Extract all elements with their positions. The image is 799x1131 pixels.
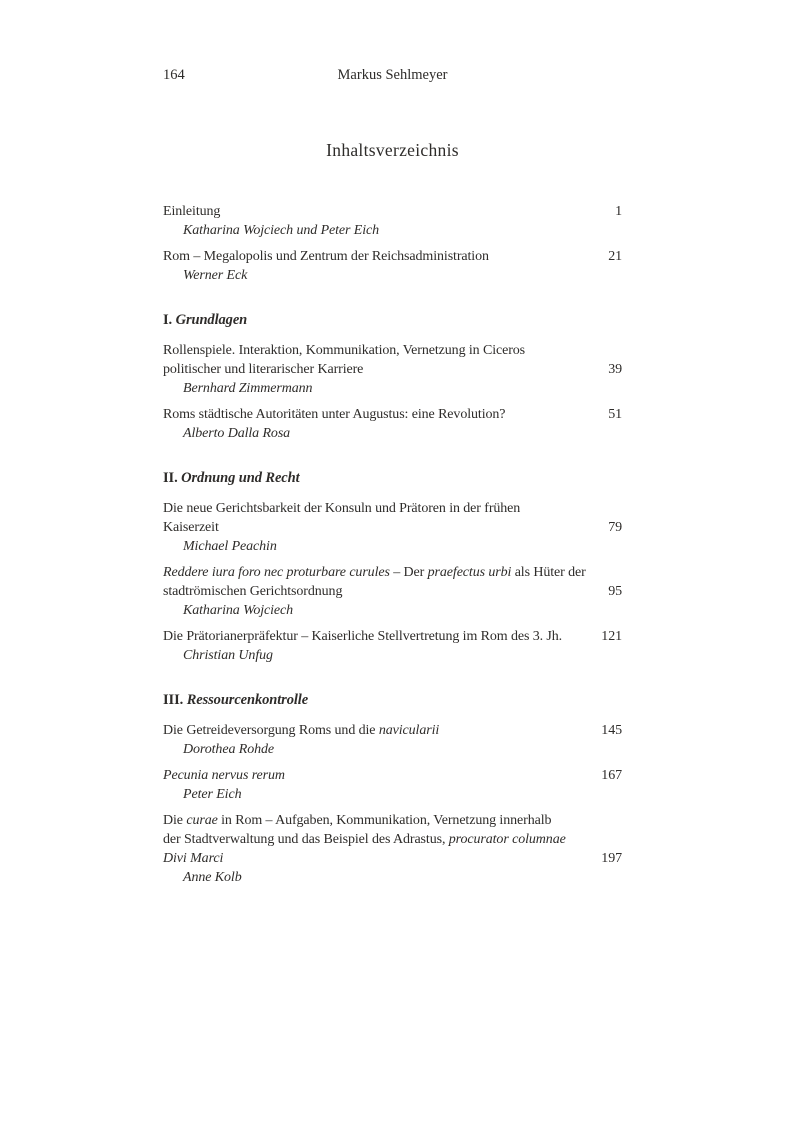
entry-authors: Christian Unfug — [183, 648, 273, 663]
toc-entry — [163, 247, 622, 285]
entry-authors: Peter Eich — [183, 787, 242, 802]
toc-entry — [163, 202, 622, 240]
running-header: Markus Sehlmeyer — [337, 67, 448, 83]
entry-title-text: Pecunia nervus rerum — [163, 768, 285, 783]
entry-title-line — [163, 849, 622, 868]
entry-title-text: Die Prätorianerpräfektur – Kaiserliche Stellvertretung im Rom des 3. Jh. — [163, 629, 563, 644]
entry-page-number: 197 — [601, 851, 622, 866]
entry-page-number: 145 — [601, 723, 622, 738]
toc-group — [163, 691, 622, 887]
entry-title-text: Rollenspiele. Interaktion, Kommunikation, Vernetzung in Ciceros — [163, 343, 526, 358]
entry-authors: Michael Peachin — [183, 539, 277, 554]
page-header — [163, 66, 622, 84]
toc-group — [163, 469, 622, 665]
entry-title-line — [163, 499, 622, 518]
page-content — [163, 0, 622, 894]
entry-title-line — [163, 721, 622, 740]
section-number: I. — [163, 312, 176, 328]
toc-entry — [163, 811, 622, 887]
toc-entry — [163, 405, 622, 443]
entry-title-text: Die neue Gerichtsbarkeit der Konsuln und Prätoren in der frühen — [163, 501, 521, 516]
entry-authors: Werner Eck — [183, 268, 248, 283]
entry-title-text: der Stadtverwaltung und das Beispiel des Adrastus, procurator columnae — [163, 832, 566, 847]
entry-page-number: 21 — [608, 249, 622, 264]
entry-authors: Alberto Dalla Rosa — [183, 426, 291, 441]
toc-group — [163, 311, 622, 443]
section-number: III. — [163, 692, 187, 708]
folio-number: 164 — [163, 67, 185, 83]
entry-page-number: 39 — [608, 362, 622, 377]
toc-entry — [163, 627, 622, 665]
toc-group — [163, 202, 622, 285]
entry-title-line — [163, 341, 622, 360]
entry-title-text: stadtrömischen Gerichtsordnung — [163, 584, 343, 599]
entry-page-number: 121 — [601, 629, 622, 644]
entry-title-text: Divi Marci — [163, 851, 224, 866]
section-heading — [163, 691, 622, 710]
entry-title-line — [163, 360, 622, 379]
toc-entry — [163, 766, 622, 804]
entry-title-line — [163, 247, 622, 266]
entry-page-number: 95 — [608, 584, 622, 599]
entry-page-number: 51 — [608, 407, 622, 422]
section-title: Grundlagen — [175, 312, 248, 328]
entry-title-text: Einleitung — [163, 204, 221, 219]
toc-entry — [163, 341, 622, 398]
section-title: Ordnung und Recht — [181, 470, 300, 486]
section-title: Ressourcenkontrolle — [186, 692, 309, 708]
toc-entry — [163, 499, 622, 556]
section-heading — [163, 469, 622, 488]
toc-entry — [163, 721, 622, 759]
entry-authors: Anne Kolb — [183, 870, 242, 885]
entry-authors: Dorothea Rohde — [183, 742, 275, 757]
entry-title-line — [163, 202, 622, 221]
entry-title-line — [163, 563, 622, 582]
section-heading — [163, 311, 622, 330]
entry-title-line — [163, 627, 622, 646]
entry-title-text: Die curae in Rom – Aufgaben, Kommunikation, Vernetzung innerhalb — [163, 813, 552, 828]
entry-title-text: Rom – Megalopolis und Zentrum der Reichsadministration — [163, 249, 489, 264]
toc-entry — [163, 563, 622, 620]
entry-authors: Bernhard Zimmermann — [183, 381, 313, 396]
entry-title-line — [163, 582, 622, 601]
entry-page-number: 1 — [615, 204, 622, 219]
page-title: Inhaltsverzeichnis — [326, 140, 459, 160]
entry-title-text: Roms städtische Autoritäten unter Augustus: eine Revolution? — [163, 407, 506, 422]
entry-title-line — [163, 518, 622, 537]
table-of-contents — [163, 202, 622, 887]
entry-authors: Katharina Wojciech und Peter Eich — [183, 223, 380, 238]
section-number: II. — [163, 470, 182, 486]
entry-title-line — [163, 766, 622, 785]
entry-title-text: Reddere iura foro nec proturbare curules – Der praefectus urbi als Hüter der — [163, 565, 586, 580]
entry-title-text: politischer und literarischer Karriere — [163, 362, 364, 377]
entry-authors: Katharina Wojciech — [183, 603, 294, 618]
entry-page-number: 79 — [608, 520, 622, 535]
entry-title-line — [163, 830, 622, 849]
entry-title-text: Die Getreideversorgung Roms und die navicularii — [163, 723, 440, 738]
entry-page-number: 167 — [601, 768, 622, 783]
entry-title-text: Kaiserzeit — [163, 520, 219, 535]
entry-title-line — [163, 811, 622, 830]
entry-title-line — [163, 405, 622, 424]
